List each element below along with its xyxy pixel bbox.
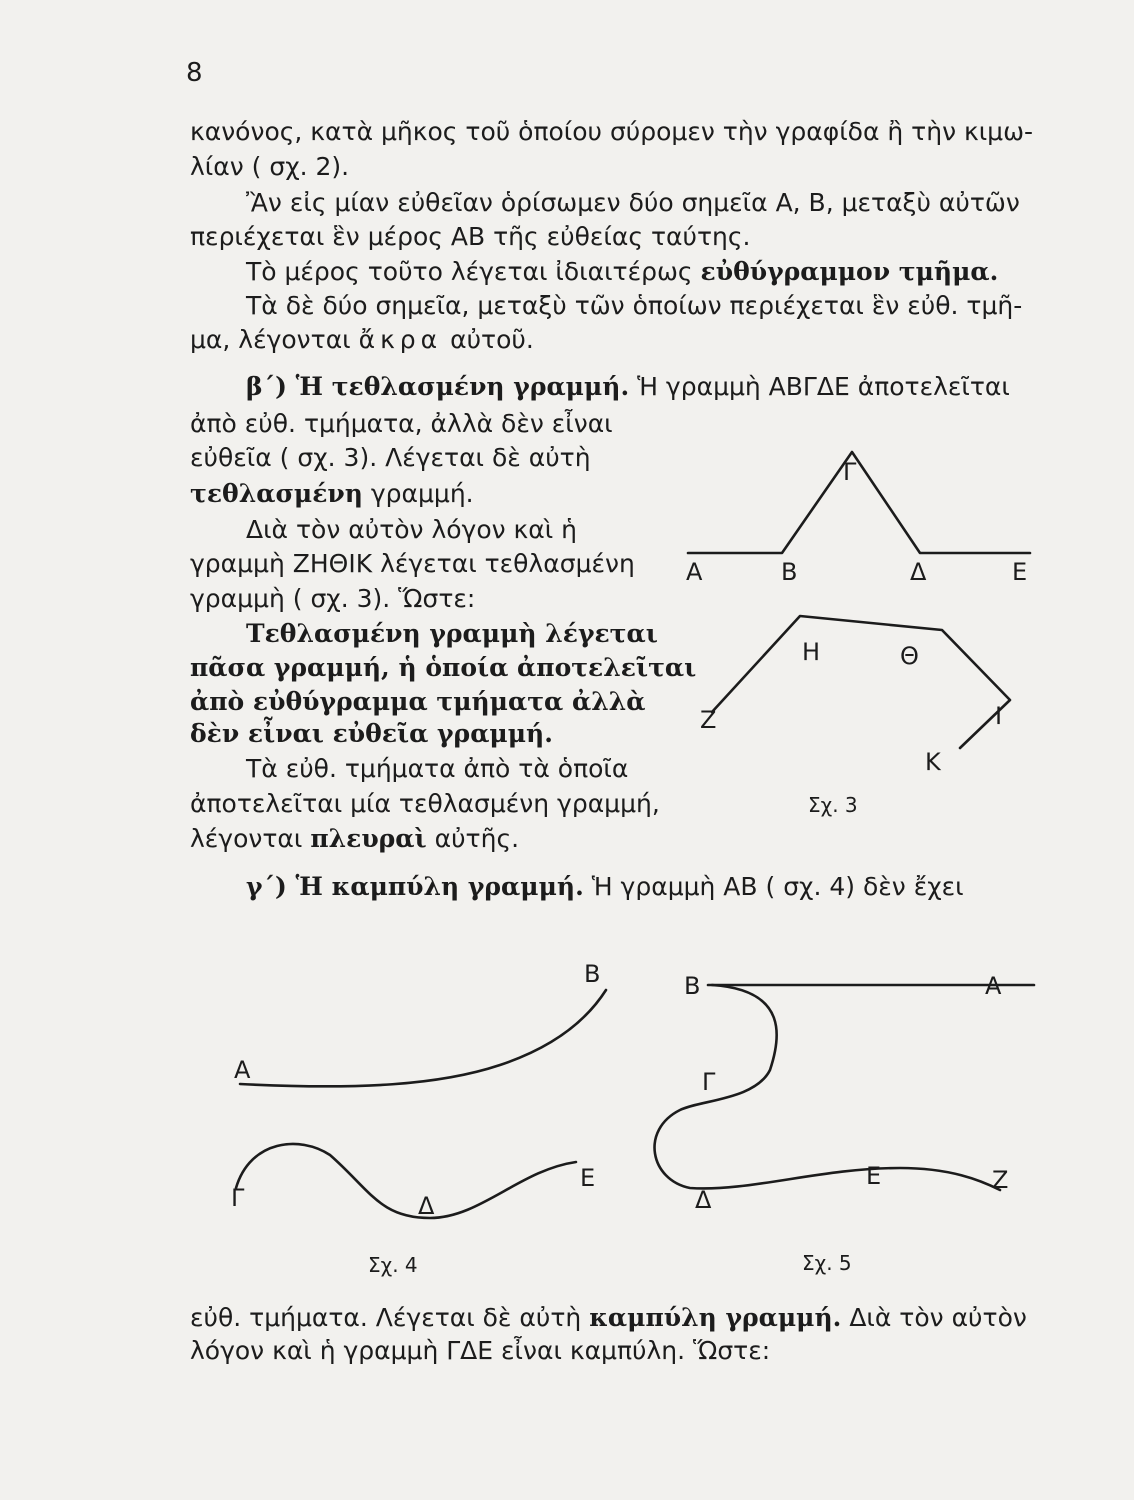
figure-4 — [231, 960, 606, 1277]
point-label: Ζ — [992, 1166, 1009, 1194]
figure-caption: Σχ. 3 — [808, 793, 858, 817]
text-line: Διὰ τὸν αὐτὸν λόγον καὶ ἡ — [246, 515, 578, 544]
point-label: Δ — [695, 1186, 712, 1214]
figure-caption: Σχ. 5 — [802, 1251, 852, 1275]
point-label: Η — [802, 638, 821, 666]
point-label: Δ — [418, 1192, 435, 1220]
broken-line-zhthik — [712, 616, 1010, 748]
definition-line: Τεθλασμένη γραμμὴ λέγεται — [246, 619, 658, 648]
text-run: Ἡ γραμμὴ ΑΒΓΔΕ ἀποτελεῖται — [629, 372, 1010, 401]
term-bold: εὐθύγραμμον τμῆμα. — [700, 257, 999, 286]
section-heading: γ΄) Ἡ καμπύλη γραμμή. — [246, 872, 584, 901]
point-label: Α — [985, 972, 1002, 1000]
figure-3 — [686, 452, 1030, 817]
text-run: εὐθ. τμήματα. Λέγεται δὲ αὐτὴ — [190, 1303, 590, 1332]
definition-line: πᾶσα γραμμή, ἡ ὁποία ἀποτελεῖται — [190, 653, 697, 682]
text-line: ἀπὸ εὐθ. τμήματα, ἀλλὰ δὲν εἶναι — [190, 409, 613, 438]
point-label: Κ — [925, 748, 941, 776]
point-label: Γ — [843, 458, 857, 486]
text-line: λίαν ( σχ. 2). — [190, 152, 350, 181]
point-label: Β — [781, 558, 798, 586]
term-bold: καμπύλη γραμμή. — [589, 1303, 842, 1332]
point-label: Δ — [910, 558, 927, 586]
point-label: Γ — [231, 1184, 245, 1212]
point-label: Γ — [702, 1068, 716, 1096]
text-run: Τὸ μέρος τοῦτο λέγεται ἰδιαιτέρως — [246, 257, 701, 286]
text-line: Ἂν εἰς μίαν εὐθεῖαν ὁρίσωμεν δύο σημεῖα Α, Β, μεταξὺ αὐτῶν — [246, 188, 1020, 217]
point-label: Α — [234, 1056, 251, 1084]
text-line: γραμμὴ ΖΗΘΙΚ λέγεται τεθλασμένη — [190, 549, 635, 578]
definition-line: ἀπὸ εὐθύγραμμα τμήματα ἀλλὰ — [190, 687, 646, 716]
text-run: αὐτοῦ. — [442, 325, 534, 354]
text-run: αὐτῆς. — [426, 824, 520, 853]
text-run: γραμμή. — [362, 479, 474, 508]
text-run: Διὰ τὸν αὐτὸν — [841, 1303, 1027, 1332]
text-run: μα, λέγονται — [190, 325, 359, 354]
term-bold: τεθλασμένη — [190, 479, 363, 508]
point-label: Β — [684, 972, 701, 1000]
broken-line-abgde — [688, 452, 1030, 553]
text-line: ἀποτελεῖται μία τεθλασμένη γραμμή, — [190, 789, 660, 818]
term-bold: πλευραὶ — [310, 824, 427, 853]
text-run: λέγονται — [190, 824, 311, 853]
definition-line: δὲν εἶναι εὐθεῖα γραμμή. — [190, 719, 553, 748]
curve-gde — [236, 1144, 576, 1218]
point-label: Θ — [900, 642, 919, 670]
point-label: Ε — [1012, 558, 1028, 586]
point-label: Ε — [580, 1164, 596, 1192]
figure-5 — [655, 972, 1034, 1275]
figure-caption: Σχ. 4 — [368, 1253, 418, 1277]
text-line: Τὰ εὐθ. τμήματα ἀπὸ τὰ ὁποῖα — [246, 754, 629, 783]
text-line: Τὰ δὲ δύο σημεῖα, μεταξὺ τῶν ὁποίων περιέχεται ἓν εὐθ. τμῆ- — [246, 291, 1023, 320]
page-number: 8 — [186, 58, 203, 88]
point-label: Β — [584, 960, 601, 988]
point-label: Α — [686, 558, 703, 586]
text-line: κανόνος, κατὰ μῆκος τοῦ ὁποίου σύρομεν τὴν γραφίδα ἢ τὴν κιμω- — [190, 117, 1034, 146]
section-heading: β΄) Ἡ τεθλασμένη γραμμή. — [246, 372, 630, 401]
text-line: εὐθεῖα ( σχ. 3). Λέγεται δὲ αὐτὴ — [190, 443, 591, 472]
point-label: Ι — [995, 702, 1003, 730]
point-label: Ε — [866, 1162, 882, 1190]
text-run: Ἡ γραμμὴ ΑΒ ( σχ. 4) δὲν ἔχει — [583, 872, 964, 901]
text-line: περιέχεται ἓν μέρος ΑΒ τῆς εὐθείας ταύτης. — [190, 222, 751, 251]
term-spaced: ἄκρα — [358, 325, 443, 354]
point-label: Ζ — [700, 706, 717, 734]
text-line: λόγον καὶ ἡ γραμμὴ ΓΔΕ εἶναι καμπύλη. Ὥστε: — [190, 1336, 771, 1365]
curve-ab — [240, 990, 606, 1086]
text-line: γραμμὴ ( σχ. 3). Ὥστε: — [190, 584, 476, 613]
